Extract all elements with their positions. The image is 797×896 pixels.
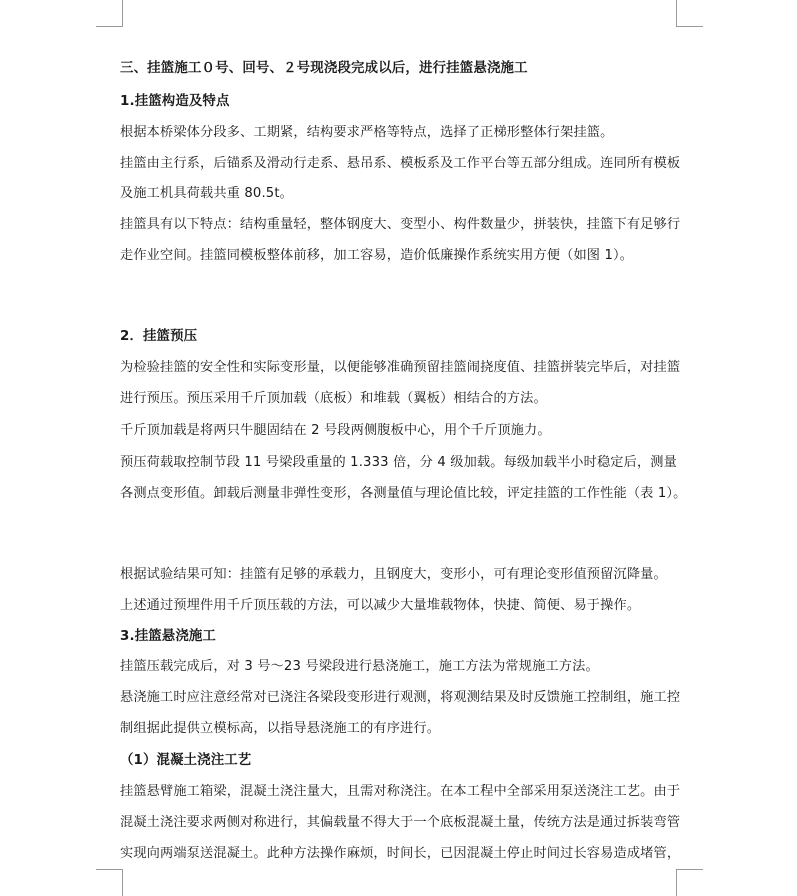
section-heading-2: 2．挂篮预压 (120, 329, 198, 344)
paragraph-line: 各测点变形值。卸载后测量非弹性变形，各测量值与理论值比较，评定挂篮的工作性能（表 1）。 (120, 486, 687, 501)
paragraph-line: 走作业空间。挂篮同模板整体前移，加工容易，造价低廉操作系统实用方便（如图 1）。 (120, 248, 634, 263)
paragraph-line: 千斤顶加载是将两只牛腿固结在 2 号段两侧腹板中心，用个千斤顶施力。 (120, 423, 551, 438)
paragraph-line: 根据本桥梁体分段多、工期紧，结构要求严格等特点，选择了正梯形整体行架挂篮。 (120, 125, 614, 140)
paragraph-line: 挂篮由主行系，后锚系及滑动行走系、悬吊系、模板系及工作平台等五部分组成。连同所有模板 (120, 156, 681, 171)
paragraph-line: 上述通过预埋件用千斤顶压载的方法，可以减少大量堆载物体，快捷、简便、易于操作。 (120, 598, 641, 613)
section-heading-1: 1.挂篮构造及特点 (120, 94, 230, 109)
paragraph-line: 混凝土浇注要求两侧对称进行，其偏载量不得大于一个底板混凝土量，传统方法是通过拆装弯管 (120, 815, 681, 830)
crop-mark-top-left (96, 0, 123, 27)
crop-mark-bottom-right (676, 869, 703, 896)
paragraph-line: 进行预压。预压采用千斤顶加载（底板）和堆载（翼板）相结合的方法。 (120, 391, 547, 406)
crop-mark-bottom-left (96, 869, 123, 896)
paragraph-line: 为检验挂篮的安全性和实际变形量，以便能够准确预留挂篮闹挠度值、挂篮拼装完毕后，对挂篮 (120, 360, 681, 375)
document-title: 三、挂篮施工０号、回号、２号现浇段完成以后，进行挂篮悬浇施工 (120, 61, 528, 76)
paragraph-line: 实现向两端泵送混凝土。此种方法操作麻烦，时间长，已因混凝土停止时间过长容易造成堵管， (120, 846, 681, 861)
paragraph-line: 预压荷载取控制节段 11 号梁段重量的 1.333 倍，分 4 级加载。每级加载半小时稳定后，测量 (120, 455, 677, 470)
crop-mark-top-right (676, 0, 703, 27)
paragraph-line: 制组据此提供立模标高，以指导悬浇施工的有序进行。 (120, 721, 441, 736)
paragraph-line: 挂篮压载完成后，对 3 号～23 号梁段进行悬浇施工，施工方法为常规施工方法。 (120, 659, 599, 674)
subsection-heading-concrete: （1）混凝土浇注工艺 (120, 753, 252, 768)
section-heading-3: 3.挂篮悬浇施工 (120, 629, 216, 644)
paragraph-line: 悬浇施工时应注意经常对已浇注各梁段变形进行观测，将观测结果及时反馈施工控制组，施工控 (120, 690, 681, 705)
paragraph-line: 根据试验结果可知：挂篮有足够的承载力，且钢度大，变形小，可有理论变形值预留沉降量。 (120, 567, 667, 582)
paragraph-line: 挂篮具有以下特点：结构重量轻，整体钢度大、变型小、构件数量少，拼装快，挂篮下有足够行 (120, 217, 681, 232)
paragraph-line: 挂篮悬臂施工箱梁，混凝土浇注量大，且需对称浇注。在本工程中全部采用泵送浇注工艺。由于 (120, 784, 681, 799)
paragraph-line: 及施工机具荷载共重 80.5t。 (120, 186, 293, 201)
